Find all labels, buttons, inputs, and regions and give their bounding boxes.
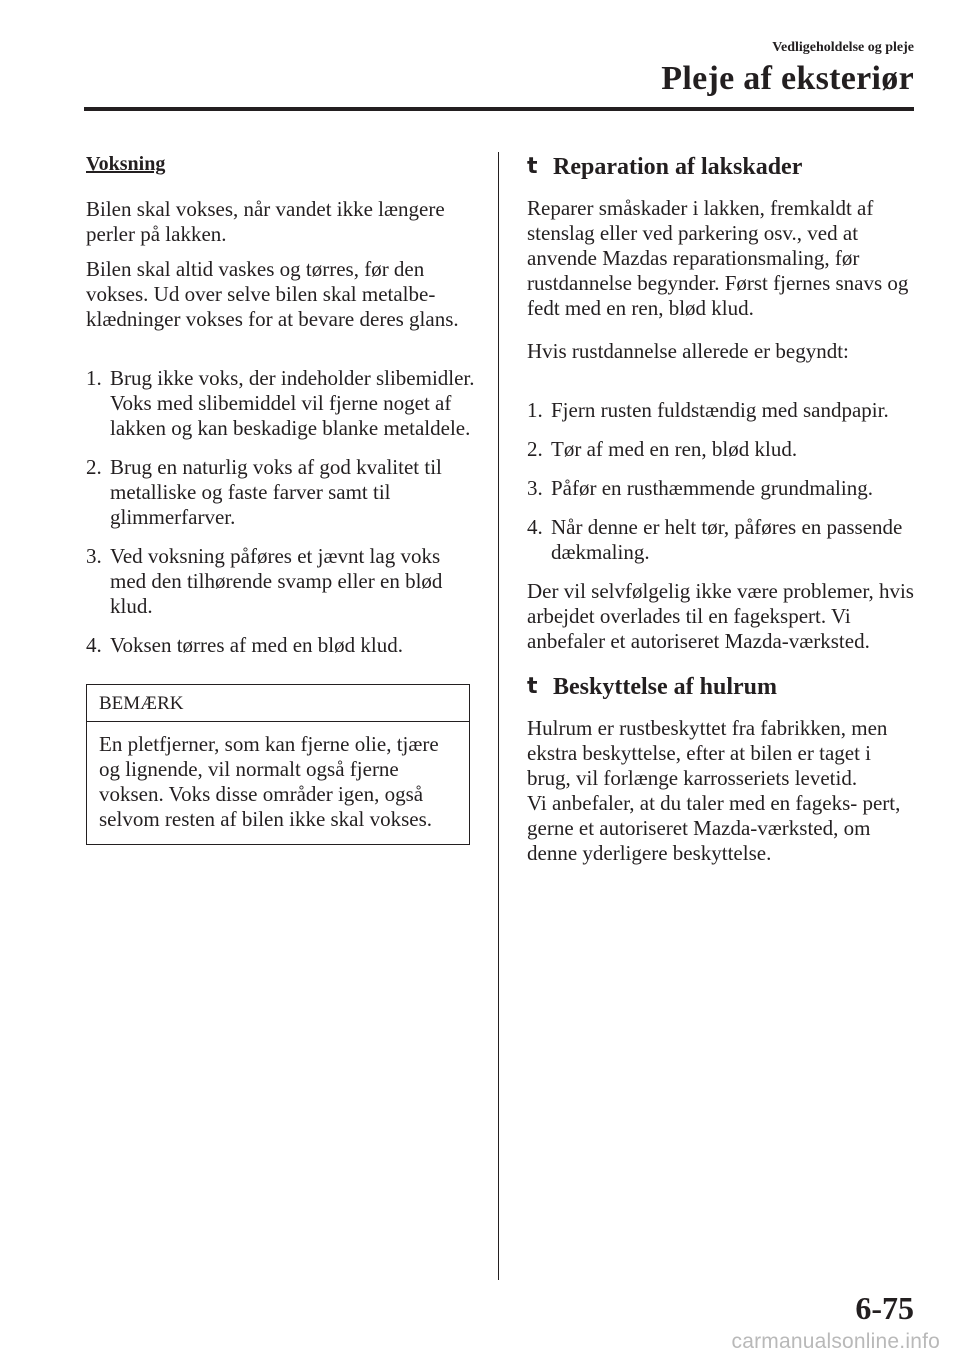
cavity-paragraph-2: Vi anbefaler, at du taler med en fageks- pert, gerne et autoriseret Mazda-værksted, om denne yderligere beskyttelse. <box>527 791 901 865</box>
list-item <box>527 515 919 565</box>
column-divider <box>498 152 499 1280</box>
rust-steps-list <box>527 398 919 565</box>
note-title: BEMÆRK <box>87 685 469 722</box>
list-extra-text: Voks med slibemiddel vil fjerne noget af lakken og kan beskadige blanke metaldele. <box>110 391 471 440</box>
list-item <box>527 398 919 423</box>
intro-paragraph-2: Bilen skal altid vaskes og tørres, før den vokses. Ud over selve bilen skal metalbe- klædninger vokses for at bevare deres glans. <box>86 257 459 331</box>
list-text: Voksen tørres af med en blød klud. <box>110 633 403 657</box>
list-text: Brug ikke voks, der indeholder slibemidler. <box>110 366 475 390</box>
right-column <box>527 152 919 866</box>
list-text: Ved voksning påføres et jævnt lag voks med den tilhørende svamp eller en blød klud. <box>110 544 443 618</box>
page-number: 6-75 <box>855 1290 914 1326</box>
paint-repair-paragraph-2: Hvis rustdannelse allerede er begyndt: <box>527 339 849 363</box>
list-item <box>86 366 476 441</box>
section-heading-text: Beskyttelse af hulrum <box>553 674 777 700</box>
watermark: carmanualsonline.info <box>731 1330 940 1353</box>
section-heading-paint-repair <box>527 152 919 182</box>
waxing-steps-list <box>86 366 476 658</box>
list-item <box>527 437 919 462</box>
list-number: 4. <box>86 633 102 657</box>
section-heading-cavity-protection <box>527 672 919 702</box>
running-header-section: Vedligeholdelse og pleje <box>772 40 914 55</box>
list-text: Brug en naturlig voks af god kvalitet til metalliske og faste farver samt til glimmerfarver. <box>110 455 442 529</box>
list-item <box>86 633 476 658</box>
paint-repair-paragraph-1: Reparer småskader i lakken, fremkaldt af stenslag eller ved parkering osv., ved at anvende Mazdas reparationsmaling, før rustdannelse begynder. Først fjernes snavs og fedt med en ren, blød klud. <box>527 196 909 320</box>
list-number: 2. <box>86 455 102 479</box>
list-number: 1. <box>86 366 102 390</box>
list-text: Fjern rusten fuldstændig med sandpapir. <box>551 398 889 422</box>
section-heading-text: Reparation af lakskader <box>553 154 803 180</box>
list-item <box>86 544 476 619</box>
section-bullet-icon: t <box>527 674 538 699</box>
subheading-voksning: Voksning <box>86 153 166 175</box>
list-number: 3. <box>527 476 543 500</box>
list-number: 2. <box>527 437 543 461</box>
cavity-paragraph-1: Hulrum er rustbeskyttet fra fabrikken, men ekstra beskyttelse, efter at bilen er taget i brug, vil forlænge karrosseriets levetid. <box>527 716 888 790</box>
left-column <box>86 152 476 845</box>
list-number: 3. <box>86 544 102 568</box>
header-rule <box>84 107 914 111</box>
section-bullet-icon: t <box>527 154 538 179</box>
list-item <box>527 476 919 501</box>
paint-repair-paragraph-3: Der vil selvfølgelig ikke være problemer, hvis arbejdet overlades til en fagekspert. Vi anbefaler et autoriseret Mazda-værksted. <box>527 579 914 653</box>
note-box <box>86 684 470 845</box>
list-item <box>86 455 476 530</box>
intro-paragraph-1: Bilen skal vokses, når vandet ikke længere perler på lakken. <box>86 197 445 246</box>
list-text: Når denne er helt tør, påføres en passende dækmaling. <box>551 515 903 564</box>
list-text: Tør af med en ren, blød klud. <box>551 437 798 461</box>
running-header-title: Pleje af eksteriør <box>661 60 914 97</box>
list-number: 4. <box>527 515 543 539</box>
note-text: En pletfjerner, som kan fjerne olie, tjære og lignende, vil normalt også fjerne voksen. Voks disse områder igen, også selvom resten af bilen ikke skal vokses. <box>99 732 439 831</box>
list-text: Påfør en rusthæmmende grundmaling. <box>551 476 873 500</box>
list-number: 1. <box>527 398 543 422</box>
